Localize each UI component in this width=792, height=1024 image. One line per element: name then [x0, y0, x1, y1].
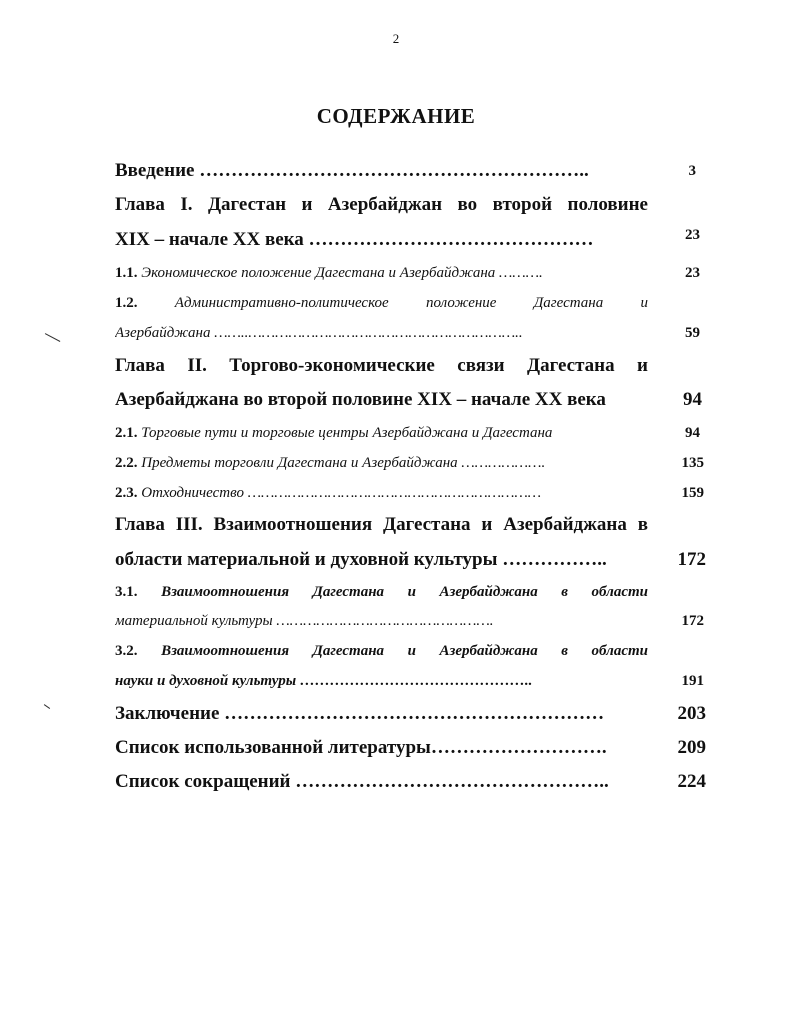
toc-section-1-2-page: 59 [685, 325, 700, 341]
toc-section-1-1 [115, 265, 648, 282]
toc-section-3-2-title: Взаимоотношения Дагестана и Азербайджана в области [161, 643, 648, 659]
toc-section-2-3 [115, 485, 648, 502]
toc-chapter-1-line2: XIX – начале XX века ……………………………………… [115, 229, 594, 250]
toc-section-2-2 [115, 455, 648, 472]
toc-section-3-1-page: 172 [681, 613, 704, 629]
toc-section-2-3-title: Отходничество ………………………………………………………… [141, 485, 542, 501]
toc-chapter-2-page: 94 [683, 389, 702, 410]
toc-section-3-2-line1 [115, 643, 648, 660]
toc-section-2-1-number: 2.1. [115, 425, 138, 441]
toc-chapter-3-line2: области материальной и духовной культуры …………….. [115, 549, 607, 570]
toc-section-2-1-page: 94 [685, 425, 700, 441]
toc-section-1-2-line2: Азербайджана ……..…………………………………………………….. [115, 325, 523, 341]
toc-chapter-3-page: 172 [677, 549, 706, 570]
toc-abbreviations-page: 224 [677, 771, 706, 792]
toc-section-2-1-title: Торговые пути и торговые центры Азербайджана и Дагестана [141, 425, 553, 441]
toc-section-3-2-number: 3.2. [115, 643, 138, 659]
page-number: 2 [392, 31, 400, 46]
toc-section-2-3-number: 2.3. [115, 485, 138, 501]
toc-section-1-2-number: 1.2. [115, 295, 138, 311]
toc-chapter-1-line1: Глава I. Дагестан и Азербайджан во второй половине [115, 194, 648, 215]
toc-conclusion: Заключение …………………………………………………… [115, 703, 605, 724]
toc-section-1-1-page: 23 [685, 265, 700, 281]
toc-section-1-1-title: Экономическое положение Дагестана и Азербайджана ………. [141, 265, 543, 281]
toc-section-2-2-page: 135 [681, 455, 704, 471]
toc-section-2-3-page: 159 [681, 485, 704, 501]
toc-section-2-1 [115, 425, 648, 442]
toc-chapter-3-line1: Глава III. Взаимоотношения Дагестана и Азербайджана в [115, 514, 648, 535]
toc-intro-page: 3 [688, 163, 696, 179]
toc-chapter-2-line1: Глава II. Торгово-экономические связи Дагестана и [115, 355, 648, 376]
toc-section-3-1-line2: материальной культуры …………………………………………. [115, 613, 494, 629]
toc-section-1-2-line1 [115, 295, 648, 312]
toc-chapter-1-page: 23 [685, 227, 700, 243]
toc-section-2-2-number: 2.2. [115, 455, 138, 471]
toc-section-2-2-title: Предметы торговли Дагестана и Азербайджана ………………. [141, 455, 546, 471]
toc-literature-page: 209 [677, 737, 706, 758]
toc-abbreviations: Список сокращений ………………………………………….. [115, 771, 609, 792]
toc-section-3-1-number: 3.1. [115, 584, 138, 600]
scan-mark-lower [44, 704, 51, 709]
toc-literature: Список использованной литературы………………………. [115, 737, 607, 758]
toc-chapter-2-line2: Азербайджана во второй половине XIX – начале XX века [115, 389, 606, 410]
toc-section-3-2-line2: науки и духовной культуры ……………………………………….. [115, 673, 533, 689]
toc-intro: Введение …………………………………………………….. [115, 160, 589, 181]
toc-section-1-1-number: 1.1. [115, 265, 138, 281]
scan-mark-upper [45, 333, 61, 342]
toc-section-1-2-title: Административно-политическое положение Дагестана и [174, 295, 648, 311]
page-title: СОДЕРЖАНИЕ [316, 104, 476, 128]
toc-conclusion-page: 203 [677, 703, 706, 724]
toc-section-3-2-page: 191 [681, 673, 704, 689]
toc-section-3-1-line1 [115, 584, 648, 601]
toc-section-3-1-title: Взаимоотношения Дагестана и Азербайджана в области [161, 584, 648, 600]
